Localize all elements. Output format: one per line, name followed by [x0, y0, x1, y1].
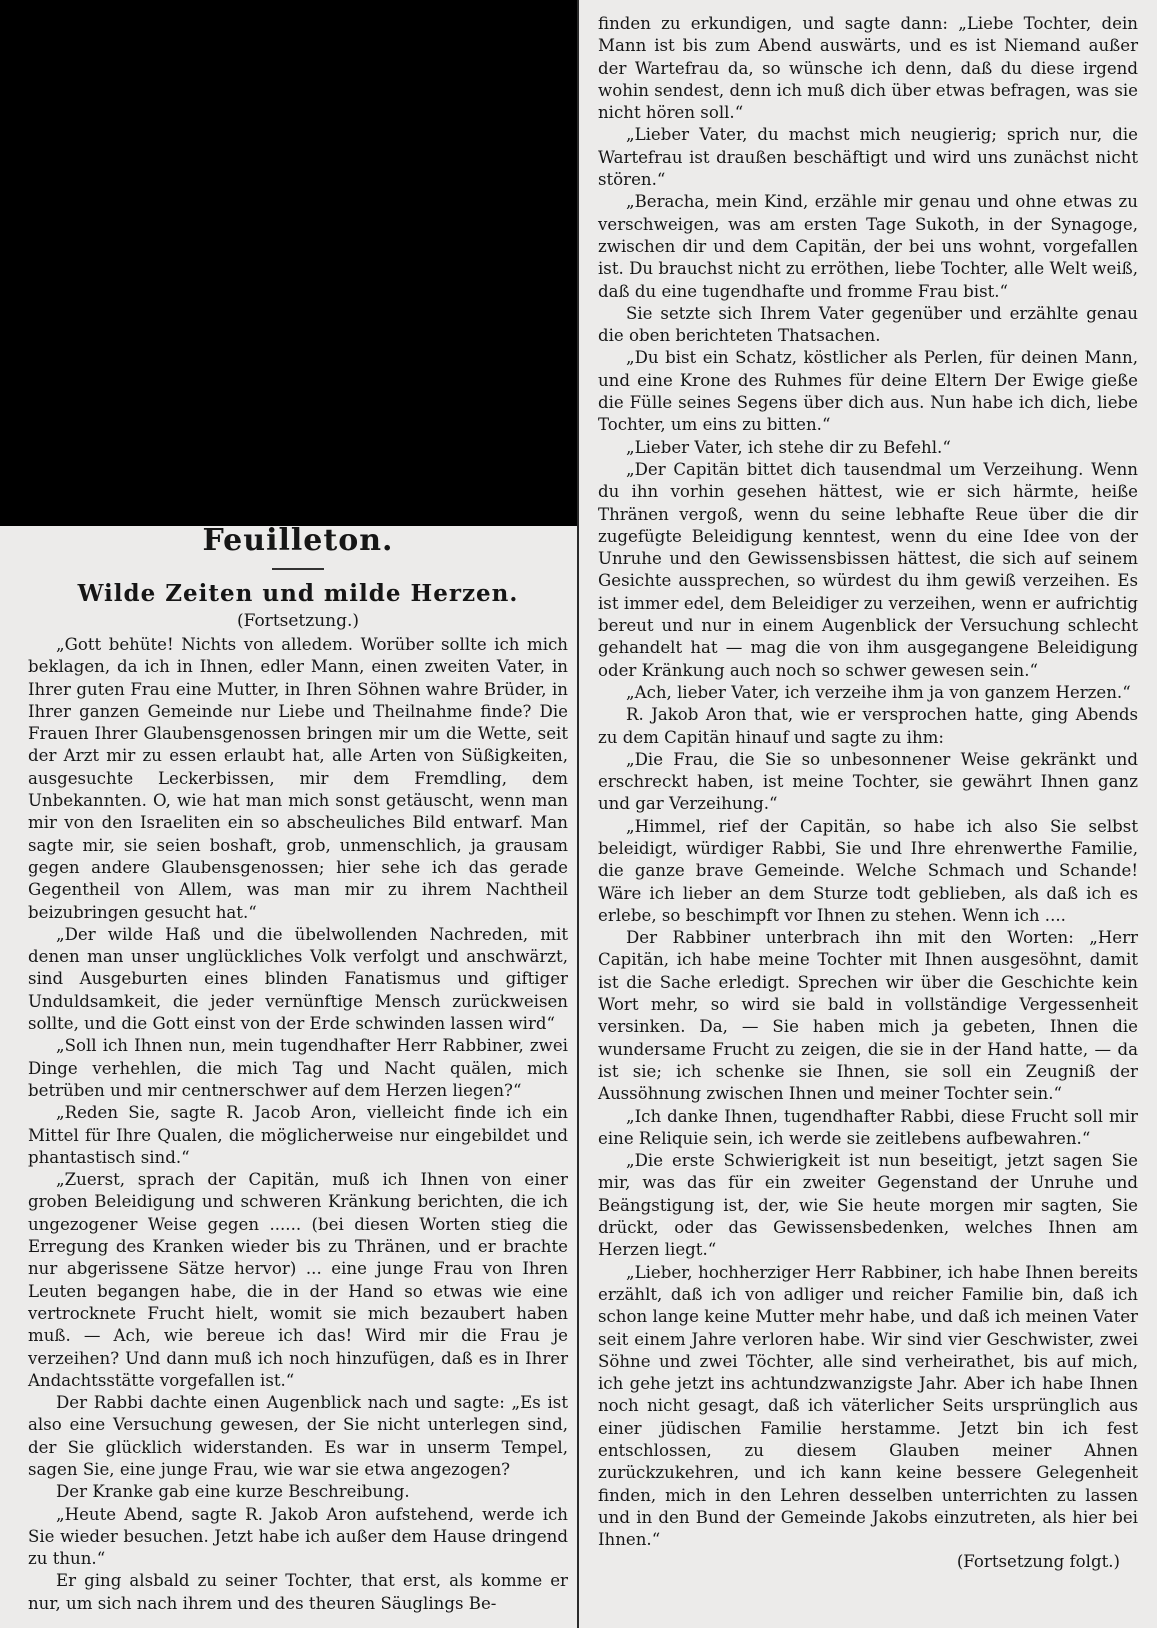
paragraph: „Heute Abend, sagte R. Jakob Aron aufstehend, werde ich Sie wieder besuchen. Jetzt habe ich außer dem Hause dringend zu thun.“ — [28, 1504, 568, 1569]
paragraph: „Lieber Vater, ich stehe dir zu Befehl.“ — [626, 437, 951, 457]
column-rule — [577, 0, 579, 1628]
paragraph: Der Kranke gab eine kurze Beschreibung. — [56, 1482, 410, 1502]
section-title: Feuilleton. — [202, 526, 394, 558]
paragraph: R. Jakob Aron that, wie er versprochen hatte, ging Abends zu dem Capitän hinauf und sagte zu ihm: — [598, 705, 1138, 747]
paragraph: „Soll ich Ihnen nun, mein tugendhafter Herr Rabbiner, zwei Dinge verhehlen, die mich Tag und Nacht quälen, mich betrüben und mir centnerschwer auf dem Herzen liegen?“ — [28, 1036, 568, 1100]
paragraph: Sie setzte sich Ihrem Vater gegenüber und erzählte genau die oben berichteten Thatsachen. — [598, 303, 1138, 346]
paragraph: Er ging alsbald zu seiner Tochter, that erst, als komme er nur, um sich nach ihrem und des theuren Säuglings Be- — [28, 1571, 568, 1613]
paragraph: „Der Capitän bittet dich tausendmal um Verzeihung. Wenn du ihn vorhin gesehen hättest, wie er sich härmte, heiße Thränen vergoß, wenn du seine lebhafte Reue über die dir zugefügte Beleidigung kenntest, wenn du eine Idee von der Unruhe und den Gewissensbissen hättest, die sich auf seinem Gesichte aussprechen, so würdest du ihm gewiß verzeihen. Es ist immer edel, dem Beleidiger zu verzeihen, wenn er aufrichtig bereut und nur in einem Augenblick der Versuchung schlecht gehandelt hat — mag die von ihm ausgegangene Beleidigung oder Kränkung auch noch so schwer gewesen sein.“ — [598, 459, 1138, 680]
paragraph-continued: finden zu erkundigen, und sagte dann: „Liebe Tochter, dein Mann ist bis zum Abend auswärts, und es ist Niemand außer der Wartefrau da, so wünsche ich denn, daß du diese irgend wohin sendest, denn ich muß dich über etwas befragen, was sie nicht hören soll.“ — [598, 14, 1138, 123]
title-divider — [272, 568, 324, 570]
left-column — [28, 526, 568, 1615]
paragraph: „Gott behüte! Nichts von alledem. Worüber sollte ich mich beklagen, da ich in Ihnen, edler Mann, einen zweiten Vater, in Ihrer guten Frau eine Mutter, in Ihren Söhnen wahre Brüder, in Ihrer ganzen Gemeinde nur Liebe und Theilnahme finde? Die Frauen Ihrer Glaubensgenossen bringen mir um die Wette, seit der Arzt mir zu essen erlaubt hat, alle Arten von Süßigkeiten, ausgesuchte Leckerbissen, mir dem Fremdling, dem Unbekannten. O, wie hat man mich sonst getäuscht, wenn man mir von den Israeliten ein so abscheuliches Bild entwarf. Man sagte mir, sie seien boshaft, grob, unmenschlich, ja grausam gegen andere Glaubensgenossen; hier sehe ich das gerade Gegentheil von Allem, was man mir zu ihrem Nachtheil beizubringen gesucht hat.“ — [28, 635, 568, 922]
paragraph: „Lieber, hochherziger Herr Rabbiner, ich habe Ihnen bereits erzählt, daß ich von adliger und reicher Familie bin, daß ich schon lange keine Mutter mehr habe, und daß ich meinen Vater seit einem Jahre verloren habe. Wir sind vier Geschwister, zwei Söhne und zwei Töchter, alle sind verheirathet, bis auf mich, ich gehe jetzt ins achtundzwanzigste Jahr. Aber ich habe Ihnen noch nicht gesagt, daß ich väterlicher Seits ursprünglich aus einer jüdischen Familie herstamme. Jetzt bin ich fest entschlossen, zu diesem Glauben meiner Ahnen zurückzukehren, und ich kann keine bessere Gelegenheit finden, mich in den Lehren desselben unterrichten zu lassen und in den Bund der Gemeinde Jakobs einzutreten, als hier bei Ihnen.“ — [598, 1262, 1138, 1550]
paragraph: „Die Frau, die Sie so unbesonnener Weise gekränkt und erschreckt haben, ist meine Tochter, sie gewährt Ihnen ganz und gar Verzeihung.“ — [598, 749, 1138, 814]
paragraph: „Himmel, rief der Capitän, so habe ich also Sie selbst beleidigt, würdiger Rabbi, Sie und Ihre ehrenwerthe Familie, die ganze brave Gemeinde. Welche Schmach und Schande! Wäre ich lieber an dem Sturze todt geblieben, als daß ich es erlebe, so beschimpft vor Ihnen zu stehen. Wenn ich .... — [598, 816, 1138, 925]
paragraph: „Ach, lieber Vater, ich verzeihe ihm ja von ganzem Herzen.“ — [626, 682, 1131, 702]
story-subtitle: (Fortsetzung.) — [236, 611, 360, 631]
story-title: Wilde Zeiten und milde Herzen. — [77, 580, 519, 607]
paragraph: „Beracha, mein Kind, erzähle mir genau und ohne etwas zu verschweigen, was am ersten Tage Sukoth, in der Synagoge, zwischen dir und dem Capitän, der bei uns wohnt, vorgefallen ist. Du brauchst nicht zu erröthen, liebe Tochter, alle Welt weiß, daß du eine tugendhafte und fromme Frau bist.“ — [598, 192, 1138, 301]
paragraph: Der Rabbi dachte einen Augenblick nach und sagte: „Es ist also eine Versuchung gewesen, der Sie nicht unterlegen sind, der Sie glücklich widerstanden. Es war in unserm Tempel, sagen Sie, eine junge Frau, wie war sie etwa angezogen? — [28, 1393, 568, 1479]
paragraph: „Ich danke Ihnen, tugendhafter Rabbi, diese Frucht soll mir eine Reliquie sein, ich werde sie zeitlebens aufbewahren.“ — [598, 1106, 1138, 1148]
paragraph: „Der wilde Haß und die übelwollenden Nachreden, mit denen man unser unglückliches Volk verfolgt und anschwärzt, sind Ausgeburten eines blinden Fanatismus und giftiger Unduldsamkeit, die jeder vernünftige Mensch zurückweisen sollte, und die Gott einst von der Erde schwinden lassen wird“ — [28, 924, 568, 1034]
continued-note: (Fortsetzung folgt.) — [956, 1552, 1120, 1572]
paragraph: „Reden Sie, sagte R. Jacob Aron, vielleicht finde ich ein Mittel für Ihre Qualen, die möglicherweise nur eingebildet und phantastisch sind.“ — [28, 1103, 568, 1167]
paragraph: „Lieber Vater, du machst mich neugierig; sprich nur, die Wartefrau ist draußen beschäftigt und wird uns zunächst nicht stören.“ — [598, 125, 1138, 190]
right-column — [598, 13, 1138, 1574]
paragraph: Der Rabbiner unterbrach ihn mit den Worten: „Herr Capitän, ich habe meine Tochter mit Ihnen ausgesöhnt, damit ist die Sache erledigt. Sprechen wir über die Geschichte kein Wort mehr, so wird sie bald in vollständige Vergessenheit versinken. Da, — Sie haben mich ja gebeten, Ihnen die wundersame Frucht zu zeigen, die sie in der Hand hatte, — da ist sie; ich schenke sie Ihnen, sie soll ein Zeugniß der Aussöhnung zwischen Ihnen und meiner Tochter sein.“ — [598, 928, 1138, 1104]
paragraph: „Die erste Schwierigkeit ist nun beseitigt, jetzt sagen Sie mir, was das für ein zweiter Gegenstand der Unruhe und Beängstigung ist, der, wie Sie heute morgen mir sagten, Sie drückt, oder das Gewissensbedenken, welches Ihnen am Herzen liegt.“ — [598, 1151, 1138, 1260]
paragraph: „Zuerst, sprach der Capitän, muß ich Ihnen von einer groben Beleidigung und schweren Kränkung berichten, die ich ungezogener Weise gegen ...... (bei diesen Worten stieg die Erregung des Kranken wieder bis zu Thränen, und er brachte nur abgerissene Sätze hervor) ... eine junge Frau von Ihren Leuten begangen habe, die in der Hand so etwas wie eine vertrocknete Frucht hielt, womit sie mich bezaubert haben muß. — Ach, wie bereue ich das! Wird mir die Frau je verzeihen? Und dann muß ich noch hinzufügen, daß es in Ihrer Andachtsstätte vorgefallen ist.“ — [28, 1170, 568, 1390]
paragraph: „Du bist ein Schatz, köstlicher als Perlen, für deinen Mann, und eine Krone des Ruhmes für deine Eltern Der Ewige gieße die Fülle seines Segens über dich aus. Nun habe ich dich, liebe Tochter, um eins zu bitten.“ — [598, 348, 1138, 435]
redacted-region — [0, 0, 579, 526]
